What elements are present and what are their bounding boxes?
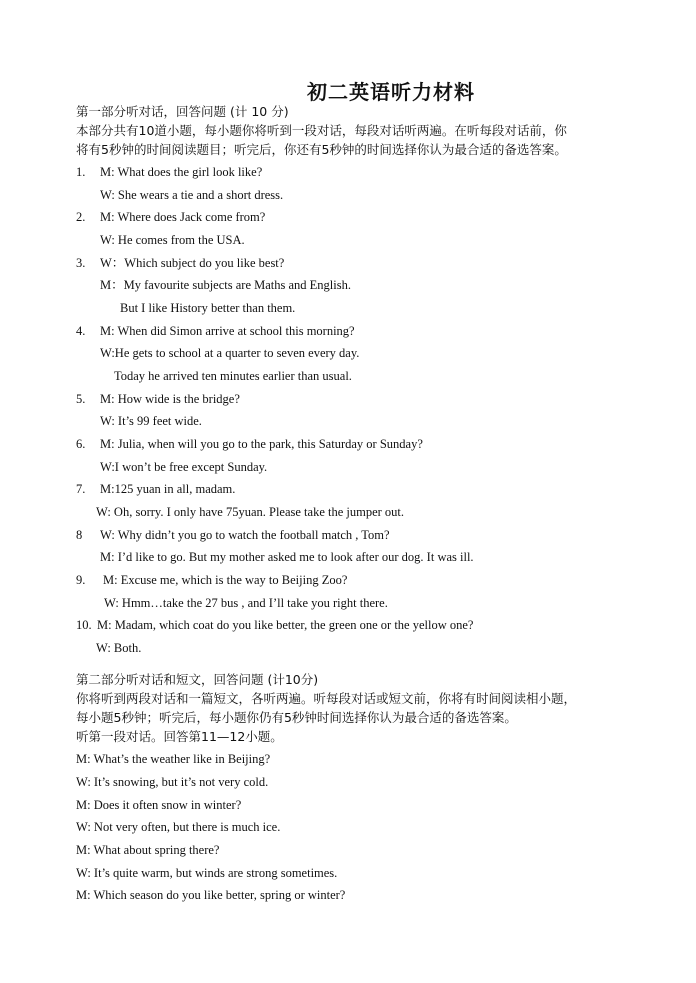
- item-number: 2.: [76, 210, 86, 224]
- part1-instruction-1: 本部分共有10道小题，每小题你将听到一段对话，每段对话听两遍。在听每段对话前，你: [76, 123, 567, 138]
- list-item: [76, 391, 240, 407]
- item-line: W:He gets to school at a quarter to seven every day.: [100, 346, 360, 360]
- item-line: W:I won’t be free except Sunday.: [100, 460, 268, 474]
- item-number: 7.: [76, 482, 86, 496]
- item-number: 10.: [76, 618, 92, 632]
- part2-instruction-3: 听第一段对话。回答第11—12小题。: [76, 729, 283, 744]
- part1-heading: 第一部分听对话，回答问题 (计 10 分): [76, 104, 289, 119]
- item-line: M: When did Simon arrive at school this morning?: [100, 324, 355, 338]
- dialogue-line: W: It’s snowing, but it’s not very cold.: [76, 775, 269, 789]
- item-number: 8: [76, 528, 83, 542]
- item-line: But I like History better than them.: [120, 301, 296, 315]
- dialogue-line: M: Does it often snow in winter?: [76, 798, 242, 812]
- dialogue-line: M: What about spring there?: [76, 843, 220, 857]
- list-item: [76, 164, 262, 180]
- part2-instruction-2: 每小题5秒钟；听完后，每小题你仍有5秒钟时间选择你认为最合适的备选答案。: [76, 710, 517, 725]
- item-number: 3.: [76, 256, 86, 270]
- page-title: 初二英语听力材料: [307, 80, 475, 104]
- list-item: [76, 323, 355, 339]
- item-line: M: What does the girl look like?: [100, 165, 263, 179]
- item-line: M: Madam, which coat do you like better, the green one or the yellow one?: [97, 618, 474, 632]
- list-item: [76, 481, 235, 497]
- list-item: [76, 209, 265, 225]
- part1-instruction-2: 将有5秒钟的时间阅读题目；听完后，你还有5秒钟的时间选择你认为最合适的备选答案。: [76, 142, 567, 157]
- item-line: W: Both.: [96, 641, 142, 655]
- list-item: [76, 436, 423, 452]
- part2-instruction-1: 你将听到两段对话和一篇短文，各听两遍。听每段对话或短文前，你将有时间阅读相小题，: [76, 691, 577, 706]
- item-number: 1.: [76, 165, 86, 179]
- item-line: W: He comes from the USA.: [100, 233, 245, 247]
- list-item: [76, 527, 390, 543]
- item-line: W：Which subject do you like best?: [100, 256, 285, 270]
- item-line: W: She wears a tie and a short dress.: [100, 188, 284, 202]
- item-number: 4.: [76, 324, 86, 338]
- part2-heading: 第二部分听对话和短文，回答问题 (计10分): [76, 672, 319, 687]
- item-line: M: Where does Jack come from?: [100, 210, 266, 224]
- list-item: [76, 617, 473, 633]
- dialogue-line: M: What’s the weather like in Beijing?: [76, 752, 271, 766]
- item-number: 5.: [76, 392, 86, 406]
- item-line: Today he arrived ten minutes earlier than usual.: [114, 369, 352, 383]
- item-line: W: Oh, sorry. I only have 75yuan. Please take the jumper out.: [96, 505, 405, 519]
- item-line: M: Excuse me, which is the way to Beijing Zoo?: [103, 573, 348, 587]
- item-line: W: It’s 99 feet wide.: [100, 414, 202, 428]
- item-line: M:125 yuan in all, madam.: [100, 482, 236, 496]
- item-line: M: Julia, when will you go to the park, this Saturday or Sunday?: [100, 437, 423, 451]
- item-line: M: How wide is the bridge?: [100, 392, 240, 406]
- dialogue-line: W: Not very often, but there is much ice.: [76, 820, 281, 834]
- item-line: W: Why didn’t you go to watch the football match , Tom?: [100, 528, 390, 542]
- item-line: M：My favourite subjects are Maths and English.: [100, 278, 351, 292]
- list-item: [76, 572, 347, 588]
- item-line: M: I’d like to go. But my mother asked me to look after our dog. It was ill.: [100, 550, 474, 564]
- item-number: 9.: [76, 573, 86, 587]
- list-item: [76, 255, 284, 271]
- item-number: 6.: [76, 437, 86, 451]
- dialogue-line: M: Which season do you like better, spring or winter?: [76, 888, 346, 902]
- dialogue-line: W: It’s quite warm, but winds are strong sometimes.: [76, 866, 338, 880]
- item-line: W: Hmm…take the 27 bus , and I’ll take you right there.: [104, 596, 388, 610]
